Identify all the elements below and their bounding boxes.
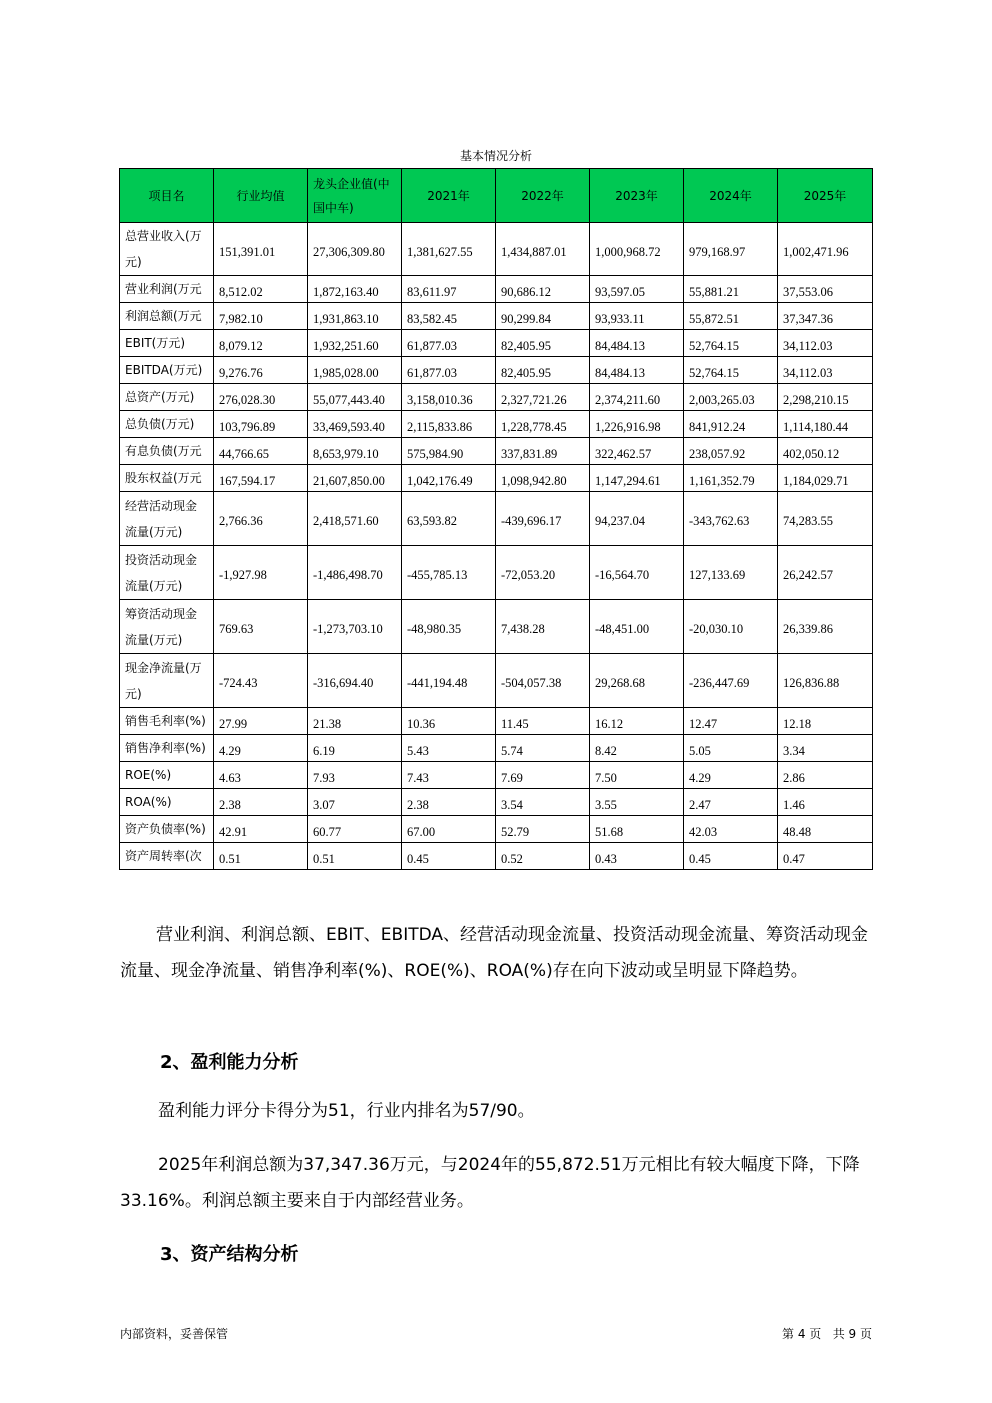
table-cell: 63,593.82 xyxy=(402,492,496,546)
table-cell: 5.43 xyxy=(402,735,496,762)
table-cell: 0.51 xyxy=(214,843,308,870)
table-cell: 9,276.76 xyxy=(214,357,308,384)
table-cell: -16,564.70 xyxy=(590,546,684,600)
table-cell: 93,597.05 xyxy=(590,276,684,303)
table-cell: 103,796.89 xyxy=(214,411,308,438)
table-cell: 1,872,163.40 xyxy=(308,276,402,303)
table-row xyxy=(120,654,873,708)
table-cell: -441,194.48 xyxy=(402,654,496,708)
table-cell: 82,405.95 xyxy=(496,357,590,384)
table-cell: 1,932,251.60 xyxy=(308,330,402,357)
row-label: 总资产(万元) xyxy=(120,384,214,411)
table-cell: 841,912.24 xyxy=(684,411,778,438)
row-label: 销售毛利率(%) xyxy=(120,708,214,735)
table-cell: 1,000,968.72 xyxy=(590,223,684,276)
table-cell: 151,391.01 xyxy=(214,223,308,276)
table-cell: 8,512.02 xyxy=(214,276,308,303)
summary-paragraph: 营业利润、利润总额、EBIT、EBITDA、经营活动现金流量、投资活动现金流量、筹资活动现金流量、现金净流量、销售净利率(%)、ROE(%)、ROA(%)存在向下波动或呈明显下降趋势。 xyxy=(120,925,869,981)
table-cell: 167,594.17 xyxy=(214,465,308,492)
table-cell: 1,931,863.10 xyxy=(308,303,402,330)
footer-confidential: 内部资料，妥善保管 xyxy=(120,1327,229,1341)
header-year-2025: 2025年 xyxy=(778,169,873,223)
table-cell: 0.51 xyxy=(308,843,402,870)
table-cell: 0.45 xyxy=(684,843,778,870)
table-cell: 3.55 xyxy=(590,789,684,816)
table-cell: 1,147,294.61 xyxy=(590,465,684,492)
row-label: 投资活动现金流量(万元) xyxy=(120,546,214,600)
table-cell: 7.50 xyxy=(590,762,684,789)
table-cell: 12.47 xyxy=(684,708,778,735)
table-row xyxy=(120,303,873,330)
row-label: 资产负债率(%) xyxy=(120,816,214,843)
table-cell: 126,836.88 xyxy=(778,654,873,708)
table-cell: 61,877.03 xyxy=(402,330,496,357)
table-cell: 42.91 xyxy=(214,816,308,843)
table-row xyxy=(120,843,873,870)
table-cell: -316,694.40 xyxy=(308,654,402,708)
table-cell: 7,438.28 xyxy=(496,600,590,654)
table-cell: 61,877.03 xyxy=(402,357,496,384)
table-row xyxy=(120,276,873,303)
header-year-2022: 2022年 xyxy=(496,169,590,223)
row-label: 总营业收入(万元) xyxy=(120,223,214,276)
table-cell: 26,339.86 xyxy=(778,600,873,654)
table-cell: 27,306,309.80 xyxy=(308,223,402,276)
table-cell: 575,984.90 xyxy=(402,438,496,465)
row-label: EBIT(万元) xyxy=(120,330,214,357)
table-cell: 6.19 xyxy=(308,735,402,762)
table-cell: -1,273,703.10 xyxy=(308,600,402,654)
table-cell: -455,785.13 xyxy=(402,546,496,600)
table-cell: 2.38 xyxy=(402,789,496,816)
table-cell: 83,611.97 xyxy=(402,276,496,303)
profitability-score-text: 盈利能力评分卡得分为51，行业内排名为57/90。 xyxy=(158,1101,535,1121)
table-cell: 0.47 xyxy=(778,843,873,870)
row-label: ROA(%) xyxy=(120,789,214,816)
table-row xyxy=(120,465,873,492)
table-cell: 52.79 xyxy=(496,816,590,843)
table-cell: 0.52 xyxy=(496,843,590,870)
row-label: 经营活动现金流量(万元) xyxy=(120,492,214,546)
row-label: 现金净流量(万元) xyxy=(120,654,214,708)
table-cell: 29,268.68 xyxy=(590,654,684,708)
footer-page-number: 第 4 页 共 9 页 xyxy=(782,1327,872,1341)
table-cell: 1,184,029.71 xyxy=(778,465,873,492)
table-row xyxy=(120,330,873,357)
table-cell: 51.68 xyxy=(590,816,684,843)
table-cell: 4.63 xyxy=(214,762,308,789)
table-cell: 0.43 xyxy=(590,843,684,870)
table-row xyxy=(120,438,873,465)
table-cell: 3.54 xyxy=(496,789,590,816)
table-cell: 4.29 xyxy=(214,735,308,762)
row-label: 有息负债(万元 xyxy=(120,438,214,465)
table-cell: -504,057.38 xyxy=(496,654,590,708)
table-cell: 3,158,010.36 xyxy=(402,384,496,411)
row-label: 股东权益(万元 xyxy=(120,465,214,492)
table-row xyxy=(120,708,873,735)
table-cell: 2.86 xyxy=(778,762,873,789)
table-cell: 1,226,916.98 xyxy=(590,411,684,438)
table-row xyxy=(120,546,873,600)
table-row xyxy=(120,411,873,438)
section-heading-asset-structure: 3、资产结构分析 xyxy=(160,1244,299,1265)
table-cell: 55,872.51 xyxy=(684,303,778,330)
table-cell: 979,168.97 xyxy=(684,223,778,276)
row-label: 总负债(万元) xyxy=(120,411,214,438)
table-cell: 33,469,593.40 xyxy=(308,411,402,438)
table-cell: 1,042,176.49 xyxy=(402,465,496,492)
table-cell: 84,484.13 xyxy=(590,357,684,384)
table-cell: 7.43 xyxy=(402,762,496,789)
row-label: 销售净利率(%) xyxy=(120,735,214,762)
table-row xyxy=(120,223,873,276)
table-cell: 21.38 xyxy=(308,708,402,735)
table-cell: 238,057.92 xyxy=(684,438,778,465)
row-label: 营业利润(万元 xyxy=(120,276,214,303)
profit-total-text: 2025年利润总额为37,347.36万元，与2024年的55,872.51万元相比有较大幅度下降，下降33.16%。利润总额主要来自于内部经营业务。 xyxy=(120,1155,860,1211)
table-cell: 7.69 xyxy=(496,762,590,789)
table-cell: 11.45 xyxy=(496,708,590,735)
table-cell: -72,053.20 xyxy=(496,546,590,600)
table-cell: 2.38 xyxy=(214,789,308,816)
table-cell: -724.43 xyxy=(214,654,308,708)
table-cell: 84,484.13 xyxy=(590,330,684,357)
table-cell: 21,607,850.00 xyxy=(308,465,402,492)
table-cell: -236,447.69 xyxy=(684,654,778,708)
table-cell: 0.45 xyxy=(402,843,496,870)
table-cell: 2,003,265.03 xyxy=(684,384,778,411)
table-cell: -48,451.00 xyxy=(590,600,684,654)
table-cell: 1,098,942.80 xyxy=(496,465,590,492)
table-cell: 34,112.03 xyxy=(778,330,873,357)
row-label: EBITDA(万元) xyxy=(120,357,214,384)
table-cell: -439,696.17 xyxy=(496,492,590,546)
table-cell: 1,161,352.79 xyxy=(684,465,778,492)
table-cell: 1,434,887.01 xyxy=(496,223,590,276)
table-cell: 1,002,471.96 xyxy=(778,223,873,276)
table-cell: 82,405.95 xyxy=(496,330,590,357)
table-cell: 55,881.21 xyxy=(684,276,778,303)
table-cell: -1,486,498.70 xyxy=(308,546,402,600)
table-cell: 402,050.12 xyxy=(778,438,873,465)
table-cell: 2,418,571.60 xyxy=(308,492,402,546)
table-cell: 52,764.15 xyxy=(684,330,778,357)
table-cell: 94,237.04 xyxy=(590,492,684,546)
table-cell: 1,381,627.55 xyxy=(402,223,496,276)
table-cell: 26,242.57 xyxy=(778,546,873,600)
table-cell: -1,927.98 xyxy=(214,546,308,600)
table-cell: 337,831.89 xyxy=(496,438,590,465)
table-cell: 769.63 xyxy=(214,600,308,654)
table-cell: 90,686.12 xyxy=(496,276,590,303)
table-cell: 1,985,028.00 xyxy=(308,357,402,384)
table-cell: 37,347.36 xyxy=(778,303,873,330)
table-cell: 55,077,443.40 xyxy=(308,384,402,411)
table-cell: 2,374,211.60 xyxy=(590,384,684,411)
table-cell: 10.36 xyxy=(402,708,496,735)
table-cell: 8,653,979.10 xyxy=(308,438,402,465)
table-cell: 1.46 xyxy=(778,789,873,816)
header-item-name: 项目名 xyxy=(120,169,214,223)
table-cell: 34,112.03 xyxy=(778,357,873,384)
table-cell: 4.29 xyxy=(684,762,778,789)
table-cell: 5.74 xyxy=(496,735,590,762)
header-industry-average: 行业均值 xyxy=(214,169,308,223)
table-cell: 7.93 xyxy=(308,762,402,789)
table-cell: 322,462.57 xyxy=(590,438,684,465)
table-cell: 1,114,180.44 xyxy=(778,411,873,438)
table-cell: 16.12 xyxy=(590,708,684,735)
table-cell: 44,766.65 xyxy=(214,438,308,465)
table-cell: -20,030.10 xyxy=(684,600,778,654)
table-cell: 2,327,721.26 xyxy=(496,384,590,411)
row-label: 利润总额(万元 xyxy=(120,303,214,330)
table-cell: 42.03 xyxy=(684,816,778,843)
table-cell: 90,299.84 xyxy=(496,303,590,330)
table-cell: 2,115,833.86 xyxy=(402,411,496,438)
row-label: 资产周转率(次 xyxy=(120,843,214,870)
table-cell: 52,764.15 xyxy=(684,357,778,384)
table-header-row xyxy=(120,169,873,223)
table-cell: 27.99 xyxy=(214,708,308,735)
table-cell: 12.18 xyxy=(778,708,873,735)
table-cell: 93,933.11 xyxy=(590,303,684,330)
table-cell: 2,766.36 xyxy=(214,492,308,546)
section-heading-profitability: 2、盈利能力分析 xyxy=(160,1052,299,1073)
table-cell: 60.77 xyxy=(308,816,402,843)
table-row xyxy=(120,384,873,411)
table-cell: 67.00 xyxy=(402,816,496,843)
table-row xyxy=(120,357,873,384)
table-row xyxy=(120,735,873,762)
financial-table xyxy=(119,168,873,870)
table-cell: 2.47 xyxy=(684,789,778,816)
table-cell: 7,982.10 xyxy=(214,303,308,330)
row-label: ROE(%) xyxy=(120,762,214,789)
table-cell: 1,228,778.45 xyxy=(496,411,590,438)
table-cell: 74,283.55 xyxy=(778,492,873,546)
header-year-2021: 2021年 xyxy=(402,169,496,223)
table-cell: -48,980.35 xyxy=(402,600,496,654)
table-row xyxy=(120,492,873,546)
table-row xyxy=(120,816,873,843)
header-leader-value: 龙头企业值(中国中车) xyxy=(308,169,402,223)
table-cell: 8.42 xyxy=(590,735,684,762)
table-row xyxy=(120,762,873,789)
table-caption: 基本情况分析 xyxy=(459,149,532,163)
table-cell: 83,582.45 xyxy=(402,303,496,330)
table-cell: 48.48 xyxy=(778,816,873,843)
table-cell: 3.07 xyxy=(308,789,402,816)
header-year-2024: 2024年 xyxy=(684,169,778,223)
table-cell: 2,298,210.15 xyxy=(778,384,873,411)
table-cell: 276,028.30 xyxy=(214,384,308,411)
table-cell: -343,762.63 xyxy=(684,492,778,546)
table-body xyxy=(120,223,873,870)
table-cell: 127,133.69 xyxy=(684,546,778,600)
table-cell: 37,553.06 xyxy=(778,276,873,303)
table-row xyxy=(120,600,873,654)
table-cell: 5.05 xyxy=(684,735,778,762)
header-year-2023: 2023年 xyxy=(590,169,684,223)
table-cell: 8,079.12 xyxy=(214,330,308,357)
table-cell: 3.34 xyxy=(778,735,873,762)
table-row xyxy=(120,789,873,816)
row-label: 筹资活动现金流量(万元) xyxy=(120,600,214,654)
